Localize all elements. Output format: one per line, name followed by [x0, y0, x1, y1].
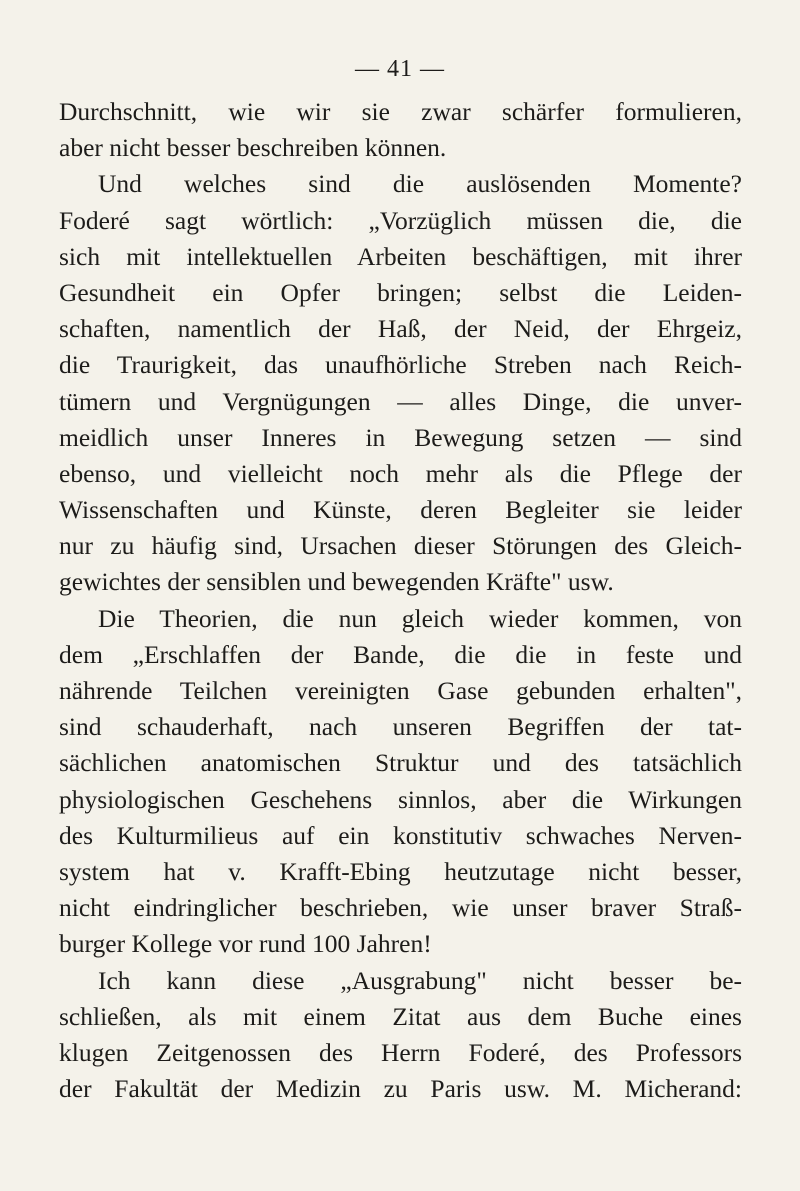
text-line: tümern und Vergnügungen — alles Dinge, die unver-	[59, 386, 742, 416]
text-line: schließen, als mit einem Zitat aus dem Buche eines	[59, 1001, 742, 1031]
text-line: schaften, namentlich der Haß, der Neid, der Ehrgeiz,	[59, 314, 742, 344]
text-line: nicht eindringlicher beschrieben, wie unser braver Straß-	[59, 893, 742, 923]
text-line: Durchschnitt, wie wir sie zwar schärfer formulieren,	[59, 97, 742, 126]
text-line: aber nicht besser beschreiben können.	[59, 133, 447, 163]
text-line: sächlichen anatomischen Struktur und des tatsächlich	[59, 748, 742, 778]
text-line: Wissenschaften und Künste, deren Begleiter sie leider	[59, 495, 742, 525]
text-line: sind schauderhaft, nach unseren Begriffen der tat-	[59, 712, 742, 742]
text-line: der Fakultät der Medizin zu Paris usw. M. Micherand:	[59, 1074, 742, 1104]
text-line: des Kulturmilieus auf ein konstitutiv schwaches Nerven-	[59, 820, 742, 850]
text-line: nur zu häufig sind, Ursachen dieser Störungen des Gleich-	[59, 531, 742, 561]
text-line: Und welches sind die auslösenden Momente?	[98, 169, 742, 199]
text-line: Die Theorien, die nun gleich wieder kommen, von	[98, 603, 742, 633]
text-line: Ich kann diese „Ausgrabung" nicht besser be-	[98, 965, 742, 995]
body-text	[59, 94, 742, 1107]
text-line: klugen Zeitgenossen des Herrn Foderé, des Professors	[59, 1037, 742, 1067]
text-line: Foderé sagt wörtlich: „Vorzüglich müssen die, die	[59, 205, 742, 235]
text-line: dem „Erschlaffen der Bande, die die in feste und	[59, 639, 742, 669]
text-line: ebenso, und vielleicht noch mehr als die Pflege der	[59, 458, 742, 488]
page-number: — 41 —	[355, 56, 445, 82]
text-line: Gesundheit ein Opfer bringen; selbst die Leiden-	[59, 277, 742, 307]
text-line: system hat v. Krafft-Ebing heutzutage nicht besser,	[59, 856, 742, 886]
text-line: gewichtes der sensiblen und bewegenden Kräfte" usw.	[59, 567, 614, 597]
text-line: meidlich unser Inneres in Bewegung setzen — sind	[59, 422, 742, 452]
text-line: burger Kollege vor rund 100 Jahren!	[59, 929, 432, 959]
text-line: die Traurigkeit, das unaufhörliche Streben nach Reich-	[59, 350, 742, 380]
text-line: sich mit intellektuellen Arbeiten beschäftigen, mit ihrer	[59, 241, 742, 271]
text-line: nährende Teilchen vereinigten Gase gebunden erhalten",	[59, 676, 742, 705]
text-line: physiologischen Geschehens sinnlos, aber die Wirkungen	[59, 784, 742, 814]
